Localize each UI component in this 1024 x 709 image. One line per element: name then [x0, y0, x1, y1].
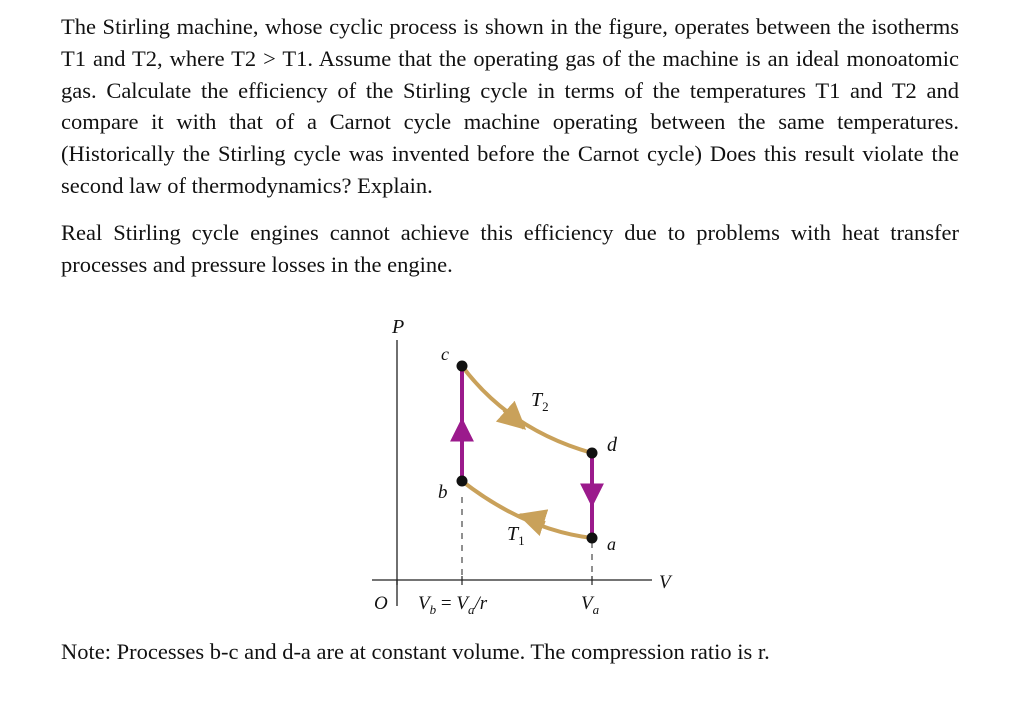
label-t2: $T_2$	[531, 389, 549, 414]
label-t1: $T_1$	[507, 523, 525, 548]
point-c	[457, 361, 468, 372]
label-point-c: c	[441, 344, 449, 364]
isotherm-t1-curve	[462, 481, 592, 538]
problem-paragraph-2: Real Stirling cycle engines cannot achieve this efficiency due to problems with heat transfer processes and pressure losses in the engine.	[61, 220, 959, 277]
label-va: $V_a$	[581, 593, 600, 617]
label-point-a: a	[607, 534, 616, 554]
isotherm-t2-arrow	[504, 410, 524, 428]
axis-p-label: P	[392, 316, 405, 338]
point-d	[587, 448, 598, 459]
origin-label: O	[374, 593, 388, 614]
axis-v-label: V	[659, 572, 671, 593]
problem-paragraph-1: The Stirling machine, whose cyclic process is shown in the figure, operates between the isotherms T1 and T2, where T2 > T1. Assume that the operating gas of the machine is an ideal monoatomic gas. Calculate the efficiency of the Stirling cycle in terms of the temperatures T1 and T2 and compare it with that of a Carnot cycle machine operating between the same temperatures. (Historically the Stirling cycle was invented before the Carnot cycle) Does this result violate the second law of thermodynamics? Explain.	[61, 14, 959, 198]
label-point-d: d	[607, 434, 617, 456]
note-text: Note: Processes b-c and d-a are at constant volume. The compression ratio is r.	[61, 639, 770, 664]
point-b	[457, 476, 468, 487]
label-vb-equals-va-over-r: $V_b = V_a/r$	[418, 593, 488, 617]
point-a	[587, 533, 598, 544]
isotherm-t2-curve	[462, 366, 592, 453]
label-point-b: b	[438, 482, 448, 503]
